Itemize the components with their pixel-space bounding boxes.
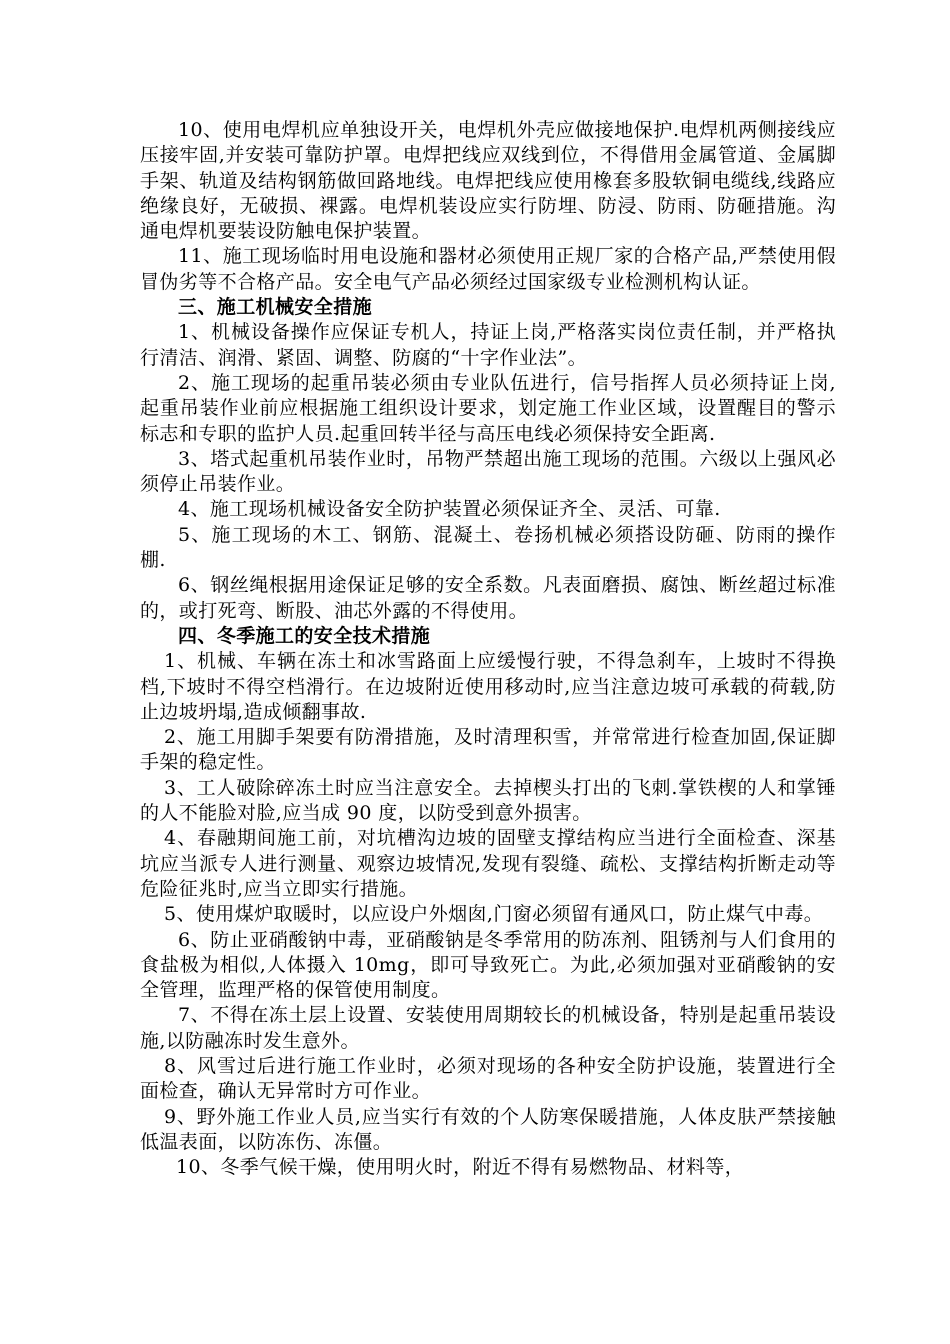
paragraph-winter-3: 3、工人破除碎冻土时应当注意安全。去掉楔头打出的飞刺.掌铁楔的人和掌锤的人不能脸对脸,应当成 90 度，以防受到意外损害。 bbox=[140, 776, 836, 825]
paragraph-winter-9: 9、野外施工作业人员,应当实行有效的个人防寒保暖措施，人体皮肤严禁接触低温表面，以防冻伤、冻僵。 bbox=[140, 1105, 836, 1153]
paragraph-machinery-2: 2、施工现场的起重吊装必须由专业队伍进行，信号指挥人员必须持证上岗,起重吊装作业前应根据施工组织设计要求，划定施工作业区域，设置醒目的警示标志和专职的监护人员.起重回转半径与高压电线必须保持安全距离. bbox=[140, 371, 836, 445]
paragraph-electric-11: 11、施工现场临时用电设施和器材必须使用正规厂家的合格产品,严禁使用假冒伪劣等不合格产品。安全电气产品必须经过国家级专业检测机构认证。 bbox=[140, 245, 836, 293]
document-page bbox=[140, 118, 836, 1180]
paragraph-winter-7: 7、不得在冻土层上设置、安装使用周期较长的机械设备，特别是起重吊装设施,以防融冻时发生意外。 bbox=[140, 1004, 836, 1052]
paragraph-machinery-1: 1、机械设备操作应保证专机人，持证上岗,严格落实岗位责任制，并严格执行清洁、润滑、紧固、调整、防腐的“十字作业法”。 bbox=[140, 321, 836, 369]
paragraph-winter-6: 6、防止亚硝酸钠中毒，亚硝酸钠是冬季常用的防冻剂、阻锈剂与人们食用的食盐极为相似,人体摄入 10mg，即可导致死亡。为此,必须加强对亚硝酸钠的安全管理，监理严格的保管使用制度。 bbox=[140, 928, 836, 1002]
paragraph-winter-4: 4、春融期间施工前，对坑槽沟边坡的固壁支撑结构应当进行全面检查、深基坑应当派专人进行测量、观察边坡情况,发现有裂缝、疏松、支撑结构折断走动等危险征兆时,应当立即实行措施。 bbox=[140, 827, 836, 900]
paragraph-machinery-4: 4、施工现场机械设备安全防护装置必须保证齐全、灵活、可靠. bbox=[178, 498, 721, 521]
paragraph-winter-8: 8、风雪过后进行施工作业时，必须对现场的各种安全防护设施，装置进行全面检查，确认无异常时方可作业。 bbox=[140, 1054, 836, 1103]
paragraph-electric-10: 10、使用电焊机应单独设开关，电焊机外壳应做接地保护.电焊机两侧接线应压接牢固,并安装可靠防护罩。电焊把线应双线到位，不得借用金属管道、金属脚手架、轨道及结构钢筋做回路地线。电焊把线应使用橡套多股软铜电缆线,线路应绝缘良好，无破损、裸露。电焊机装设应实行防埋、防浸、防雨、防砸措施。沟通电焊机要装设防触电保护装置。 bbox=[140, 119, 836, 243]
paragraph-machinery-5: 5、施工现场的木工、钢筋、混凝土、卷扬机械必须搭设防砸、防雨的操作棚. bbox=[140, 523, 836, 572]
section-heading-machinery: 三、施工机械安全措施 bbox=[178, 296, 373, 319]
paragraph-winter-10: 10、冬季气候干燥，使用明火时，附近不得有易燃物品、材料等， bbox=[176, 1156, 745, 1179]
paragraph-machinery-3: 3、塔式起重机吊装作业时，吊物严禁超出施工现场的范围。六级以上强风必须停止吊装作业。 bbox=[140, 447, 836, 496]
paragraph-machinery-6: 6、钢丝绳根据用途保证足够的安全系数。凡表面磨损、腐蚀、断丝超过标准的，或打死弯、断股、油芯外露的不得使用。 bbox=[140, 574, 836, 622]
section-heading-winter: 四、冬季施工的安全技术措施 bbox=[178, 624, 431, 647]
paragraph-winter-5: 5、使用煤炉取暖时，以应设户外烟囱,门窗必须留有通风口，防止煤气中毒。 bbox=[164, 903, 824, 926]
paragraph-winter-1: 1、机械、车辆在冻土和冰雪路面上应缓慢行驶，不得急刹车，上坡时不得换档,下坡时不得空档滑行。在边坡附近使用移动时,应当注意边坡可承载的荷载,防止边坡坍塌,造成倾翻事故. bbox=[140, 650, 836, 723]
paragraph-winter-2: 2、施工用脚手架要有防滑措施，及时清理积雪，并常常进行检查加固,保证脚手架的稳定性。 bbox=[140, 726, 836, 774]
